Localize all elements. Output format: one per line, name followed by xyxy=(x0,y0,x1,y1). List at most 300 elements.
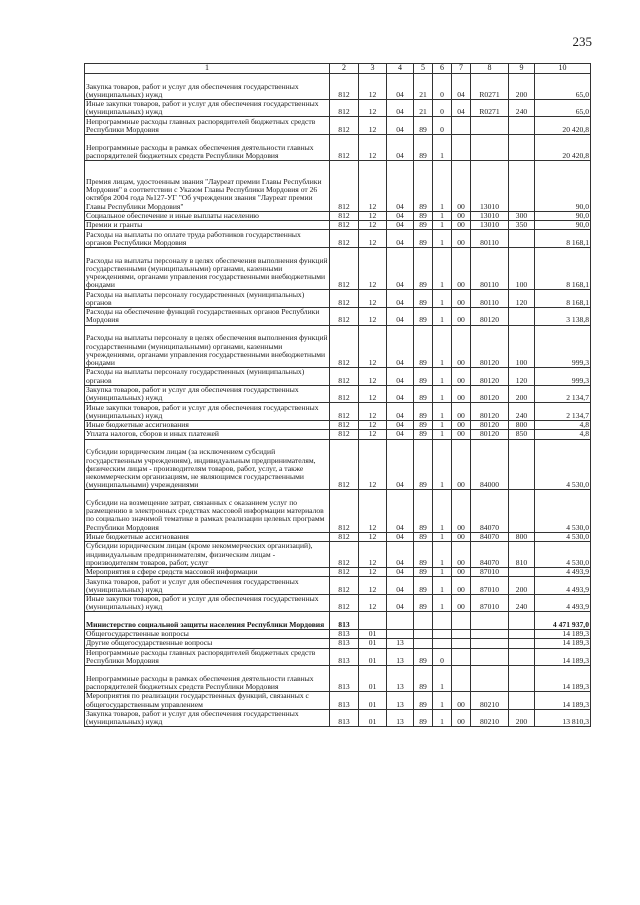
program-cell: 89 xyxy=(414,135,433,161)
table-row xyxy=(85,577,591,595)
program-cell: 89 xyxy=(414,594,433,612)
subsection-cell: 13 xyxy=(387,648,414,666)
subsection-cell: 04 xyxy=(387,490,414,533)
row-name-cell: Министерство социальной защиты населения Республики Мордовия xyxy=(85,612,330,630)
program-cell: 89 xyxy=(414,490,433,533)
direction-cell xyxy=(452,612,471,630)
program-cell: 21 xyxy=(414,74,433,100)
gov-code-cell: 813 xyxy=(330,630,359,639)
section-cell: 01 xyxy=(359,639,387,648)
expense-type-cell: 200 xyxy=(509,74,535,100)
target-code-cell: 84070 xyxy=(471,532,509,541)
subprogram-cell: 1 xyxy=(433,532,452,541)
section-cell: 01 xyxy=(359,692,387,710)
gov-code-cell: 812 xyxy=(330,308,359,326)
column-header: 10 xyxy=(535,64,591,74)
section-cell: 12 xyxy=(359,117,387,135)
program-cell xyxy=(414,639,433,648)
program-cell xyxy=(414,630,433,639)
amount-cell: 4 493,9 xyxy=(535,568,591,577)
target-code-cell xyxy=(471,117,509,135)
subprogram-cell xyxy=(433,630,452,639)
section-cell: 01 xyxy=(359,666,387,692)
column-header: 1 xyxy=(85,64,330,74)
target-code-cell: 80120 xyxy=(471,403,509,421)
expense-type-cell xyxy=(509,612,535,630)
row-name-cell: Расходы на выплаты по оплате труда работников государственных органов Республики Мордовия xyxy=(85,230,330,248)
target-code-cell xyxy=(471,612,509,630)
amount-cell: 90,0 xyxy=(535,221,591,230)
direction-cell: 00 xyxy=(452,247,471,290)
subprogram-cell: 1 xyxy=(433,666,452,692)
amount-cell: 4 530,0 xyxy=(535,532,591,541)
expense-type-cell xyxy=(509,692,535,710)
row-name-cell: Непрограммные расходы главных распорядителей бюджетных средств Республики Мордовия xyxy=(85,117,330,135)
program-cell: 89 xyxy=(414,247,433,290)
expense-type-cell xyxy=(509,639,535,648)
column-header: 4 xyxy=(387,64,414,74)
expense-type-cell: 200 xyxy=(509,709,535,727)
program-cell: 89 xyxy=(414,542,433,568)
subsection-cell: 04 xyxy=(387,230,414,248)
direction-cell xyxy=(452,117,471,135)
program-cell: 89 xyxy=(414,648,433,666)
subsection-cell: 04 xyxy=(387,221,414,230)
direction-cell: 00 xyxy=(452,385,471,403)
subsection-cell: 04 xyxy=(387,308,414,326)
direction-cell: 00 xyxy=(452,420,471,429)
program-cell: 89 xyxy=(414,532,433,541)
subsection-cell: 04 xyxy=(387,532,414,541)
expense-type-cell: 810 xyxy=(509,542,535,568)
program-cell: 89 xyxy=(414,568,433,577)
subprogram-cell: 1 xyxy=(433,221,452,230)
row-name-cell: Закупка товаров, работ и услуг для обеспечения государственных (муниципальных) нужд xyxy=(85,385,330,403)
direction-cell: 00 xyxy=(452,325,471,368)
subprogram-cell: 1 xyxy=(433,542,452,568)
subprogram-cell: 1 xyxy=(433,709,452,727)
program-cell: 89 xyxy=(414,709,433,727)
direction-cell: 00 xyxy=(452,568,471,577)
table-row xyxy=(85,290,591,308)
expense-type-cell xyxy=(509,230,535,248)
target-code-cell: 80120 xyxy=(471,420,509,429)
gov-code-cell: 812 xyxy=(330,221,359,230)
direction-cell: 00 xyxy=(452,594,471,612)
subsection-cell: 04 xyxy=(387,135,414,161)
section-cell: 12 xyxy=(359,135,387,161)
expense-type-cell xyxy=(509,666,535,692)
amount-cell: 8 168,1 xyxy=(535,247,591,290)
program-cell: 89 xyxy=(414,439,433,490)
direction-cell: 00 xyxy=(452,308,471,326)
row-name-cell: Социальное обеспечение и иные выплаты населению xyxy=(85,211,330,220)
direction-cell: 00 xyxy=(452,542,471,568)
subsection-cell: 04 xyxy=(387,117,414,135)
target-code-cell: R0271 xyxy=(471,99,509,117)
program-cell: 89 xyxy=(414,211,433,220)
subsection-cell: 04 xyxy=(387,420,414,429)
table-row xyxy=(85,385,591,403)
table-row xyxy=(85,74,591,100)
target-code-cell: 80120 xyxy=(471,308,509,326)
amount-cell: 4 493,9 xyxy=(535,594,591,612)
target-code-cell: 84000 xyxy=(471,439,509,490)
row-name-cell: Непрограммные расходы главных распорядителей бюджетных средств Республики Мордовия xyxy=(85,648,330,666)
section-cell: 12 xyxy=(359,308,387,326)
target-code-cell: 80210 xyxy=(471,709,509,727)
table-row xyxy=(85,211,591,220)
subsection-cell: 04 xyxy=(387,160,414,211)
subsection-cell: 04 xyxy=(387,290,414,308)
program-cell: 89 xyxy=(414,666,433,692)
row-name-cell: Уплата налогов, сборов и иных платежей xyxy=(85,430,330,439)
row-name-cell: Иные закупки товаров, работ и услуг для обеспечения государственных (муниципальных) нужд xyxy=(85,403,330,421)
subsection-cell xyxy=(387,612,414,630)
subprogram-cell: 1 xyxy=(433,594,452,612)
expense-type-cell: 350 xyxy=(509,221,535,230)
table-row xyxy=(85,308,591,326)
program-cell: 89 xyxy=(414,403,433,421)
gov-code-cell: 812 xyxy=(330,439,359,490)
subsection-cell: 04 xyxy=(387,594,414,612)
table-row xyxy=(85,230,591,248)
subsection-cell: 04 xyxy=(387,568,414,577)
subprogram-cell: 1 xyxy=(433,230,452,248)
direction-cell xyxy=(452,630,471,639)
row-name-cell: Расходы на выплаты персоналу государственных (муниципальных) органов xyxy=(85,290,330,308)
subsection-cell: 04 xyxy=(387,211,414,220)
expense-type-cell: 240 xyxy=(509,99,535,117)
column-header: 2 xyxy=(330,64,359,74)
row-name-cell: Мероприятия по реализации государственных функций, связанных с общегосударственным управлением xyxy=(85,692,330,710)
subprogram-cell: 1 xyxy=(433,135,452,161)
row-name-cell: Общегосударственные вопросы xyxy=(85,630,330,639)
section-cell: 12 xyxy=(359,247,387,290)
program-cell: 89 xyxy=(414,385,433,403)
table-row xyxy=(85,594,591,612)
column-header: 8 xyxy=(471,64,509,74)
section-cell: 12 xyxy=(359,577,387,595)
column-header: 3 xyxy=(359,64,387,74)
section-cell: 12 xyxy=(359,221,387,230)
section-cell: 12 xyxy=(359,385,387,403)
section-cell: 12 xyxy=(359,439,387,490)
amount-cell: 999,3 xyxy=(535,325,591,368)
subsection-cell: 04 xyxy=(387,74,414,100)
gov-code-cell: 813 xyxy=(330,709,359,727)
target-code-cell: 84070 xyxy=(471,490,509,533)
section-cell: 12 xyxy=(359,594,387,612)
gov-code-cell: 812 xyxy=(330,594,359,612)
target-code-cell xyxy=(471,135,509,161)
subsection-cell: 04 xyxy=(387,325,414,368)
amount-cell: 4 530,0 xyxy=(535,439,591,490)
gov-code-cell: 812 xyxy=(330,385,359,403)
expense-type-cell: 240 xyxy=(509,403,535,421)
amount-cell: 20 420,8 xyxy=(535,117,591,135)
direction-cell: 00 xyxy=(452,439,471,490)
row-name-cell: Непрограммные расходы в рамках обеспечения деятельности главных распорядителей бюджетных средств Республики Мордовия xyxy=(85,135,330,161)
subsection-cell: 13 xyxy=(387,709,414,727)
program-cell: 89 xyxy=(414,117,433,135)
gov-code-cell: 812 xyxy=(330,99,359,117)
direction-cell: 04 xyxy=(452,99,471,117)
gov-code-cell: 812 xyxy=(330,325,359,368)
gov-code-cell: 812 xyxy=(330,568,359,577)
expense-type-cell xyxy=(509,439,535,490)
target-code-cell xyxy=(471,639,509,648)
gov-code-cell: 812 xyxy=(330,532,359,541)
amount-cell: 999,3 xyxy=(535,368,591,386)
expense-type-cell: 300 xyxy=(509,211,535,220)
section-cell: 12 xyxy=(359,542,387,568)
program-cell xyxy=(414,612,433,630)
expense-type-cell: 800 xyxy=(509,532,535,541)
gov-code-cell: 812 xyxy=(330,430,359,439)
section-cell: 12 xyxy=(359,430,387,439)
expense-type-cell: 100 xyxy=(509,325,535,368)
subprogram-cell: 1 xyxy=(433,160,452,211)
table-row xyxy=(85,439,591,490)
direction-cell: 00 xyxy=(452,577,471,595)
direction-cell: 00 xyxy=(452,211,471,220)
table-row xyxy=(85,160,591,211)
table-row xyxy=(85,630,591,639)
gov-code-cell: 812 xyxy=(330,230,359,248)
subsection-cell: 13 xyxy=(387,666,414,692)
row-name-cell: Премии и гранты xyxy=(85,221,330,230)
subprogram-cell: 1 xyxy=(433,692,452,710)
target-code-cell: 80110 xyxy=(471,247,509,290)
table-row xyxy=(85,639,591,648)
table-row xyxy=(85,568,591,577)
row-name-cell: Закупка товаров, работ и услуг для обеспечения государственных (муниципальных) нужд xyxy=(85,709,330,727)
subprogram-cell: 0 xyxy=(433,99,452,117)
amount-cell: 65,0 xyxy=(535,74,591,100)
expense-type-cell xyxy=(509,630,535,639)
amount-cell: 90,0 xyxy=(535,211,591,220)
direction-cell: 04 xyxy=(452,74,471,100)
expense-type-cell: 200 xyxy=(509,385,535,403)
program-cell: 89 xyxy=(414,160,433,211)
subprogram-cell: 1 xyxy=(433,439,452,490)
row-name-cell: Расходы на выплаты персоналу государственных (муниципальных) органов xyxy=(85,368,330,386)
page-number: 235 xyxy=(572,34,592,49)
target-code-cell: 80120 xyxy=(471,385,509,403)
program-cell: 89 xyxy=(414,577,433,595)
table-row xyxy=(85,99,591,117)
budget-table xyxy=(84,63,591,727)
row-name-cell: Субсидии юридическим лицам (за исключением субсидий государственным учреждениям), индивидуальным предпринимателям, физическим лицам - производителям товаров, работ, услуг, а также некоммерческим организациям, не являющимся государственными (муниципальными) учреждениями xyxy=(85,439,330,490)
section-cell: 12 xyxy=(359,74,387,100)
table-row xyxy=(85,612,591,630)
subsection-cell: 04 xyxy=(387,439,414,490)
table-row xyxy=(85,221,591,230)
gov-code-cell: 812 xyxy=(330,290,359,308)
direction-cell xyxy=(452,639,471,648)
subprogram-cell: 1 xyxy=(433,490,452,533)
subprogram-cell: 1 xyxy=(433,403,452,421)
subsection-cell xyxy=(387,630,414,639)
subprogram-cell: 0 xyxy=(433,74,452,100)
section-cell: 12 xyxy=(359,160,387,211)
gov-code-cell: 812 xyxy=(330,74,359,100)
amount-cell: 14 189,3 xyxy=(535,639,591,648)
direction-cell: 00 xyxy=(452,709,471,727)
row-name-cell: Субсидии юридическим лицам (кроме некоммерческих организаций), индивидуальным предпринимателям, физическим лицам - производителям товаров, работ, услуг xyxy=(85,542,330,568)
amount-cell: 4 530,0 xyxy=(535,490,591,533)
amount-cell: 4 471 937,0 xyxy=(535,612,591,630)
subprogram-cell: 1 xyxy=(433,568,452,577)
table-row xyxy=(85,117,591,135)
table-row xyxy=(85,247,591,290)
expense-type-cell: 850 xyxy=(509,430,535,439)
section-cell: 12 xyxy=(359,230,387,248)
direction-cell: 00 xyxy=(452,490,471,533)
section-cell: 12 xyxy=(359,568,387,577)
section-cell: 12 xyxy=(359,368,387,386)
expense-type-cell xyxy=(509,568,535,577)
expense-type-cell xyxy=(509,135,535,161)
subprogram-cell: 0 xyxy=(433,117,452,135)
program-cell: 89 xyxy=(414,221,433,230)
row-name-cell: Расходы на обеспечение функций государственных органов Республики Мордовия xyxy=(85,308,330,326)
amount-cell: 14 189,3 xyxy=(535,648,591,666)
subsection-cell: 04 xyxy=(387,247,414,290)
amount-cell: 2 134,7 xyxy=(535,385,591,403)
row-name-cell: Премия лицам, удостоенным звания "Лауреат премии Главы Республики Мордовия" в соответствии с Указом Главы Республики Мордовия от 26 октября 2004 года №127-УГ "Об учреждении звания "Лауреат премии Главы Республики Мордовия" xyxy=(85,160,330,211)
table-row xyxy=(85,325,591,368)
row-name-cell: Непрограммные расходы в рамках обеспечения деятельности главных распорядителей бюджетных средств Республики Мордовия xyxy=(85,666,330,692)
amount-cell: 2 134,7 xyxy=(535,403,591,421)
subsection-cell: 04 xyxy=(387,99,414,117)
section-cell: 12 xyxy=(359,403,387,421)
row-name-cell: Расходы на выплаты персоналу в целях обеспечения выполнения функций государственными (муниципальными) органами, казенными учреждениями, органами управления государственными внебюджетными фондами xyxy=(85,247,330,290)
target-code-cell: 80210 xyxy=(471,692,509,710)
direction-cell: 00 xyxy=(452,230,471,248)
direction-cell xyxy=(452,648,471,666)
direction-cell: 00 xyxy=(452,221,471,230)
table-row xyxy=(85,490,591,533)
subprogram-cell: 1 xyxy=(433,290,452,308)
table-row xyxy=(85,135,591,161)
column-header: 7 xyxy=(452,64,471,74)
subprogram-cell: 1 xyxy=(433,368,452,386)
direction-cell: 00 xyxy=(452,532,471,541)
subprogram-cell: 1 xyxy=(433,247,452,290)
section-cell: 12 xyxy=(359,532,387,541)
gov-code-cell: 812 xyxy=(330,577,359,595)
row-name-cell: Иные закупки товаров, работ и услуг для обеспечения государственных (муниципальных) нужд xyxy=(85,99,330,117)
direction-cell: 00 xyxy=(452,368,471,386)
subprogram-cell: 0 xyxy=(433,648,452,666)
section-cell: 12 xyxy=(359,99,387,117)
expense-type-cell: 800 xyxy=(509,420,535,429)
section-cell: 12 xyxy=(359,211,387,220)
gov-code-cell: 812 xyxy=(330,135,359,161)
expense-type-cell: 120 xyxy=(509,290,535,308)
section-cell: 01 xyxy=(359,630,387,639)
amount-cell: 4,8 xyxy=(535,420,591,429)
program-cell: 89 xyxy=(414,230,433,248)
table-row xyxy=(85,532,591,541)
section-cell: 12 xyxy=(359,420,387,429)
table-row xyxy=(85,709,591,727)
target-code-cell: 80120 xyxy=(471,325,509,368)
target-code-cell xyxy=(471,630,509,639)
subsection-cell: 04 xyxy=(387,577,414,595)
gov-code-cell: 813 xyxy=(330,612,359,630)
section-cell: 01 xyxy=(359,709,387,727)
row-name-cell: Мероприятия в сфере средств массовой информации xyxy=(85,568,330,577)
target-code-cell: 87010 xyxy=(471,577,509,595)
direction-cell: 00 xyxy=(452,403,471,421)
gov-code-cell: 813 xyxy=(330,666,359,692)
amount-cell: 8 168,1 xyxy=(535,230,591,248)
amount-cell: 90,0 xyxy=(535,160,591,211)
gov-code-cell: 812 xyxy=(330,247,359,290)
column-header: 5 xyxy=(414,64,433,74)
gov-code-cell: 812 xyxy=(330,211,359,220)
amount-cell: 14 189,3 xyxy=(535,630,591,639)
direction-cell: 00 xyxy=(452,692,471,710)
amount-cell: 14 189,3 xyxy=(535,666,591,692)
subprogram-cell xyxy=(433,639,452,648)
direction-cell: 00 xyxy=(452,290,471,308)
row-name-cell: Субсидии на возмещение затрат, связанных с оказанием услуг по размещению в электронных средствах массовой информации материалов по социально значимой тематике в рамках реализации целевых программ Республики Мордовия xyxy=(85,490,330,533)
table-row xyxy=(85,542,591,568)
target-code-cell: 87010 xyxy=(471,568,509,577)
target-code-cell xyxy=(471,648,509,666)
subprogram-cell: 1 xyxy=(433,385,452,403)
expense-type-cell xyxy=(509,160,535,211)
expense-type-cell xyxy=(509,490,535,533)
section-cell xyxy=(359,612,387,630)
amount-cell: 65,0 xyxy=(535,99,591,117)
program-cell: 21 xyxy=(414,99,433,117)
table-header-row xyxy=(85,64,591,74)
target-code-cell: 80120 xyxy=(471,430,509,439)
table-body xyxy=(85,74,591,727)
target-code-cell: 13010 xyxy=(471,211,509,220)
subprogram-cell: 1 xyxy=(433,577,452,595)
program-cell: 89 xyxy=(414,420,433,429)
row-name-cell: Иные закупки товаров, работ и услуг для обеспечения государственных (муниципальных) нужд xyxy=(85,594,330,612)
direction-cell: 00 xyxy=(452,160,471,211)
gov-code-cell: 812 xyxy=(330,542,359,568)
target-code-cell: 80110 xyxy=(471,290,509,308)
gov-code-cell: 812 xyxy=(330,368,359,386)
table-row xyxy=(85,692,591,710)
section-cell: 01 xyxy=(359,648,387,666)
row-name-cell: Иные бюджетные ассигнования xyxy=(85,420,330,429)
expense-type-cell xyxy=(509,648,535,666)
target-code-cell: R0271 xyxy=(471,74,509,100)
subsection-cell: 04 xyxy=(387,542,414,568)
direction-cell: 00 xyxy=(452,430,471,439)
amount-cell: 14 189,3 xyxy=(535,692,591,710)
amount-cell: 4,8 xyxy=(535,430,591,439)
subprogram-cell: 1 xyxy=(433,420,452,429)
table-row xyxy=(85,403,591,421)
subsection-cell: 04 xyxy=(387,368,414,386)
amount-cell: 3 138,8 xyxy=(535,308,591,326)
subsection-cell: 04 xyxy=(387,385,414,403)
section-cell: 12 xyxy=(359,290,387,308)
expense-type-cell: 240 xyxy=(509,594,535,612)
target-code-cell: 80120 xyxy=(471,368,509,386)
